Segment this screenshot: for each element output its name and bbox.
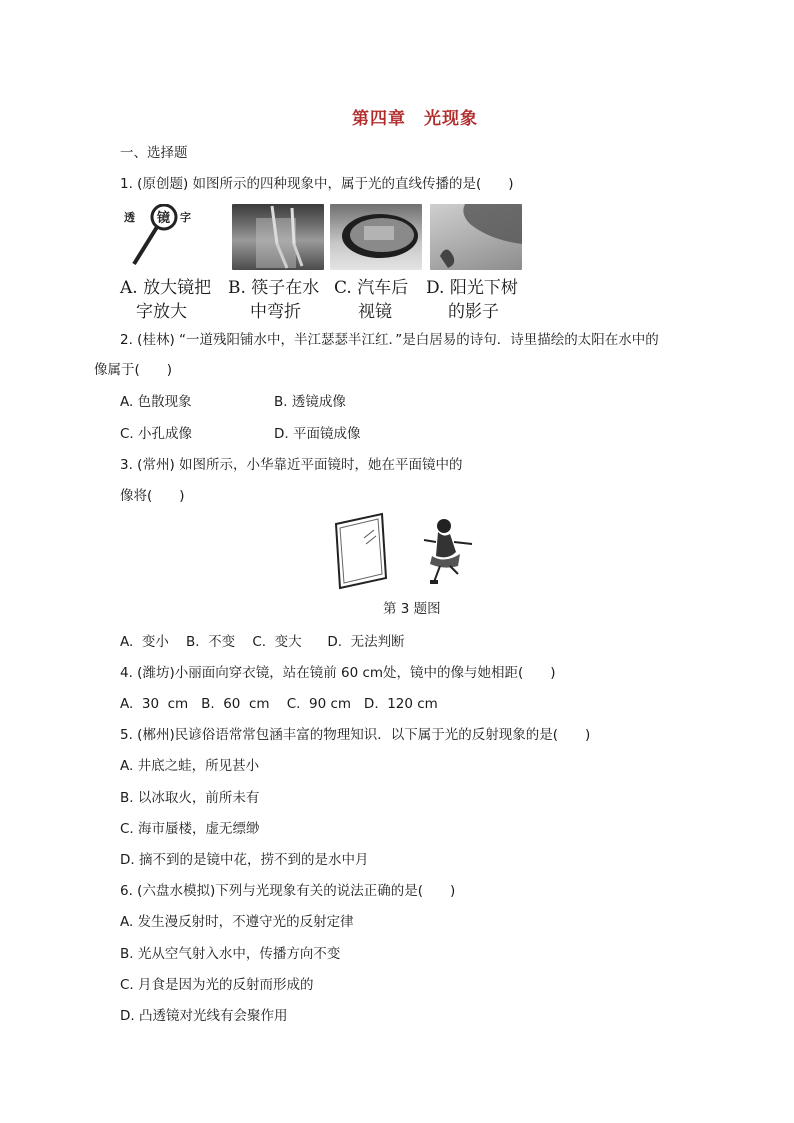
option-c-line1: C. 汽车后	[334, 278, 409, 298]
plane-mirror-icon	[336, 514, 386, 588]
option-b-line1: B. 筷子在水	[228, 278, 320, 298]
option-a-line2: 字放大	[136, 302, 187, 322]
figure-3-caption: 第 3 题图	[383, 601, 441, 617]
option-c-caption	[334, 276, 408, 324]
question-6-option-a: A. 发生漫反射时，不遵守光的反射定律	[120, 914, 354, 930]
question-2-option-d: D. 平面镜成像	[274, 426, 361, 442]
option-a-line1: A. 放大镜把	[120, 278, 212, 298]
question-2-option-c: C. 小孔成像	[120, 426, 193, 442]
option-b-line2: 中弯折	[250, 302, 301, 322]
question-2-stem-line1: 2. (桂林) “一道残阳铺水中，半江瑟瑟半江红．”是白居易的诗句．诗里描绘的太阳在水中的	[120, 332, 659, 348]
question-4-options: A. 30 cm B. 60 cm C. 90 cm D. 120 cm	[120, 696, 438, 712]
svg-text:字: 字	[180, 211, 191, 224]
svg-text:镜: 镜	[157, 211, 171, 226]
girl-icon	[424, 519, 472, 584]
option-b-caption	[228, 276, 319, 324]
question-5-option-b: B. 以冰取火，前所未有	[120, 790, 260, 806]
question-2-option-b: B. 透镜成像	[274, 394, 346, 410]
question-3-options: A. 变小 B. 不变 C. 变大 D. 无法判断	[120, 634, 405, 650]
option-d-line2: 的影子	[448, 302, 499, 322]
question-6-option-c: C. 月食是因为光的反射而形成的	[120, 977, 314, 993]
option-d-caption	[426, 276, 518, 324]
page-title: 第四章 光现象	[352, 109, 478, 129]
question-3-stem-line1: 3. (常州) 如图所示，小华靠近平面镜时，她在平面镜中的	[120, 457, 463, 473]
question-2-stem-line2: 像属于( )	[94, 362, 173, 378]
question-5-option-c: C. 海市蜃楼，虚无缥缈	[120, 821, 260, 837]
question-5-option-d: D. 摘不到的是镜中花，捞不到的是水中月	[120, 852, 369, 868]
question-6-stem: 6. (六盘水模拟)下列与光现象有关的说法正确的是( )	[120, 883, 456, 899]
question-2-option-a: A. 色散现象	[120, 394, 192, 410]
car-mirror-photo	[330, 204, 422, 270]
question-4-stem: 4. (潍坊)小丽面向穿衣镜，站在镜前 60 cm处，镜中的像与她相距( )	[120, 665, 556, 681]
section-heading: 一、选择题	[120, 145, 188, 161]
question-5-stem: 5. (郴州)民谚俗语常常包涵丰富的物理知识．以下属于光的反射现象的是( )	[120, 727, 591, 743]
magnifier-figure	[122, 204, 218, 270]
svg-text:透: 透	[124, 211, 135, 224]
option-c-line2: 视镜	[358, 302, 392, 322]
mirror-girl-figure	[330, 512, 490, 592]
option-d-line1: D. 阳光下树	[426, 278, 518, 298]
question-5-option-a: A. 井底之蛙，所见甚小	[120, 758, 260, 774]
option-a-caption	[120, 276, 211, 324]
question-6-option-b: B. 光从空气射入水中，传播方向不变	[120, 946, 341, 962]
tree-shadow-photo	[430, 204, 522, 270]
chopsticks-in-water-photo	[232, 204, 324, 270]
question-3-stem-line2: 像将( )	[120, 488, 185, 504]
question-6-option-d: D. 凸透镜对光线有会聚作用	[120, 1008, 288, 1024]
question-1-stem: 1. (原创题) 如图所示的四种现象中，属于光的直线传播的是( )	[120, 176, 514, 192]
